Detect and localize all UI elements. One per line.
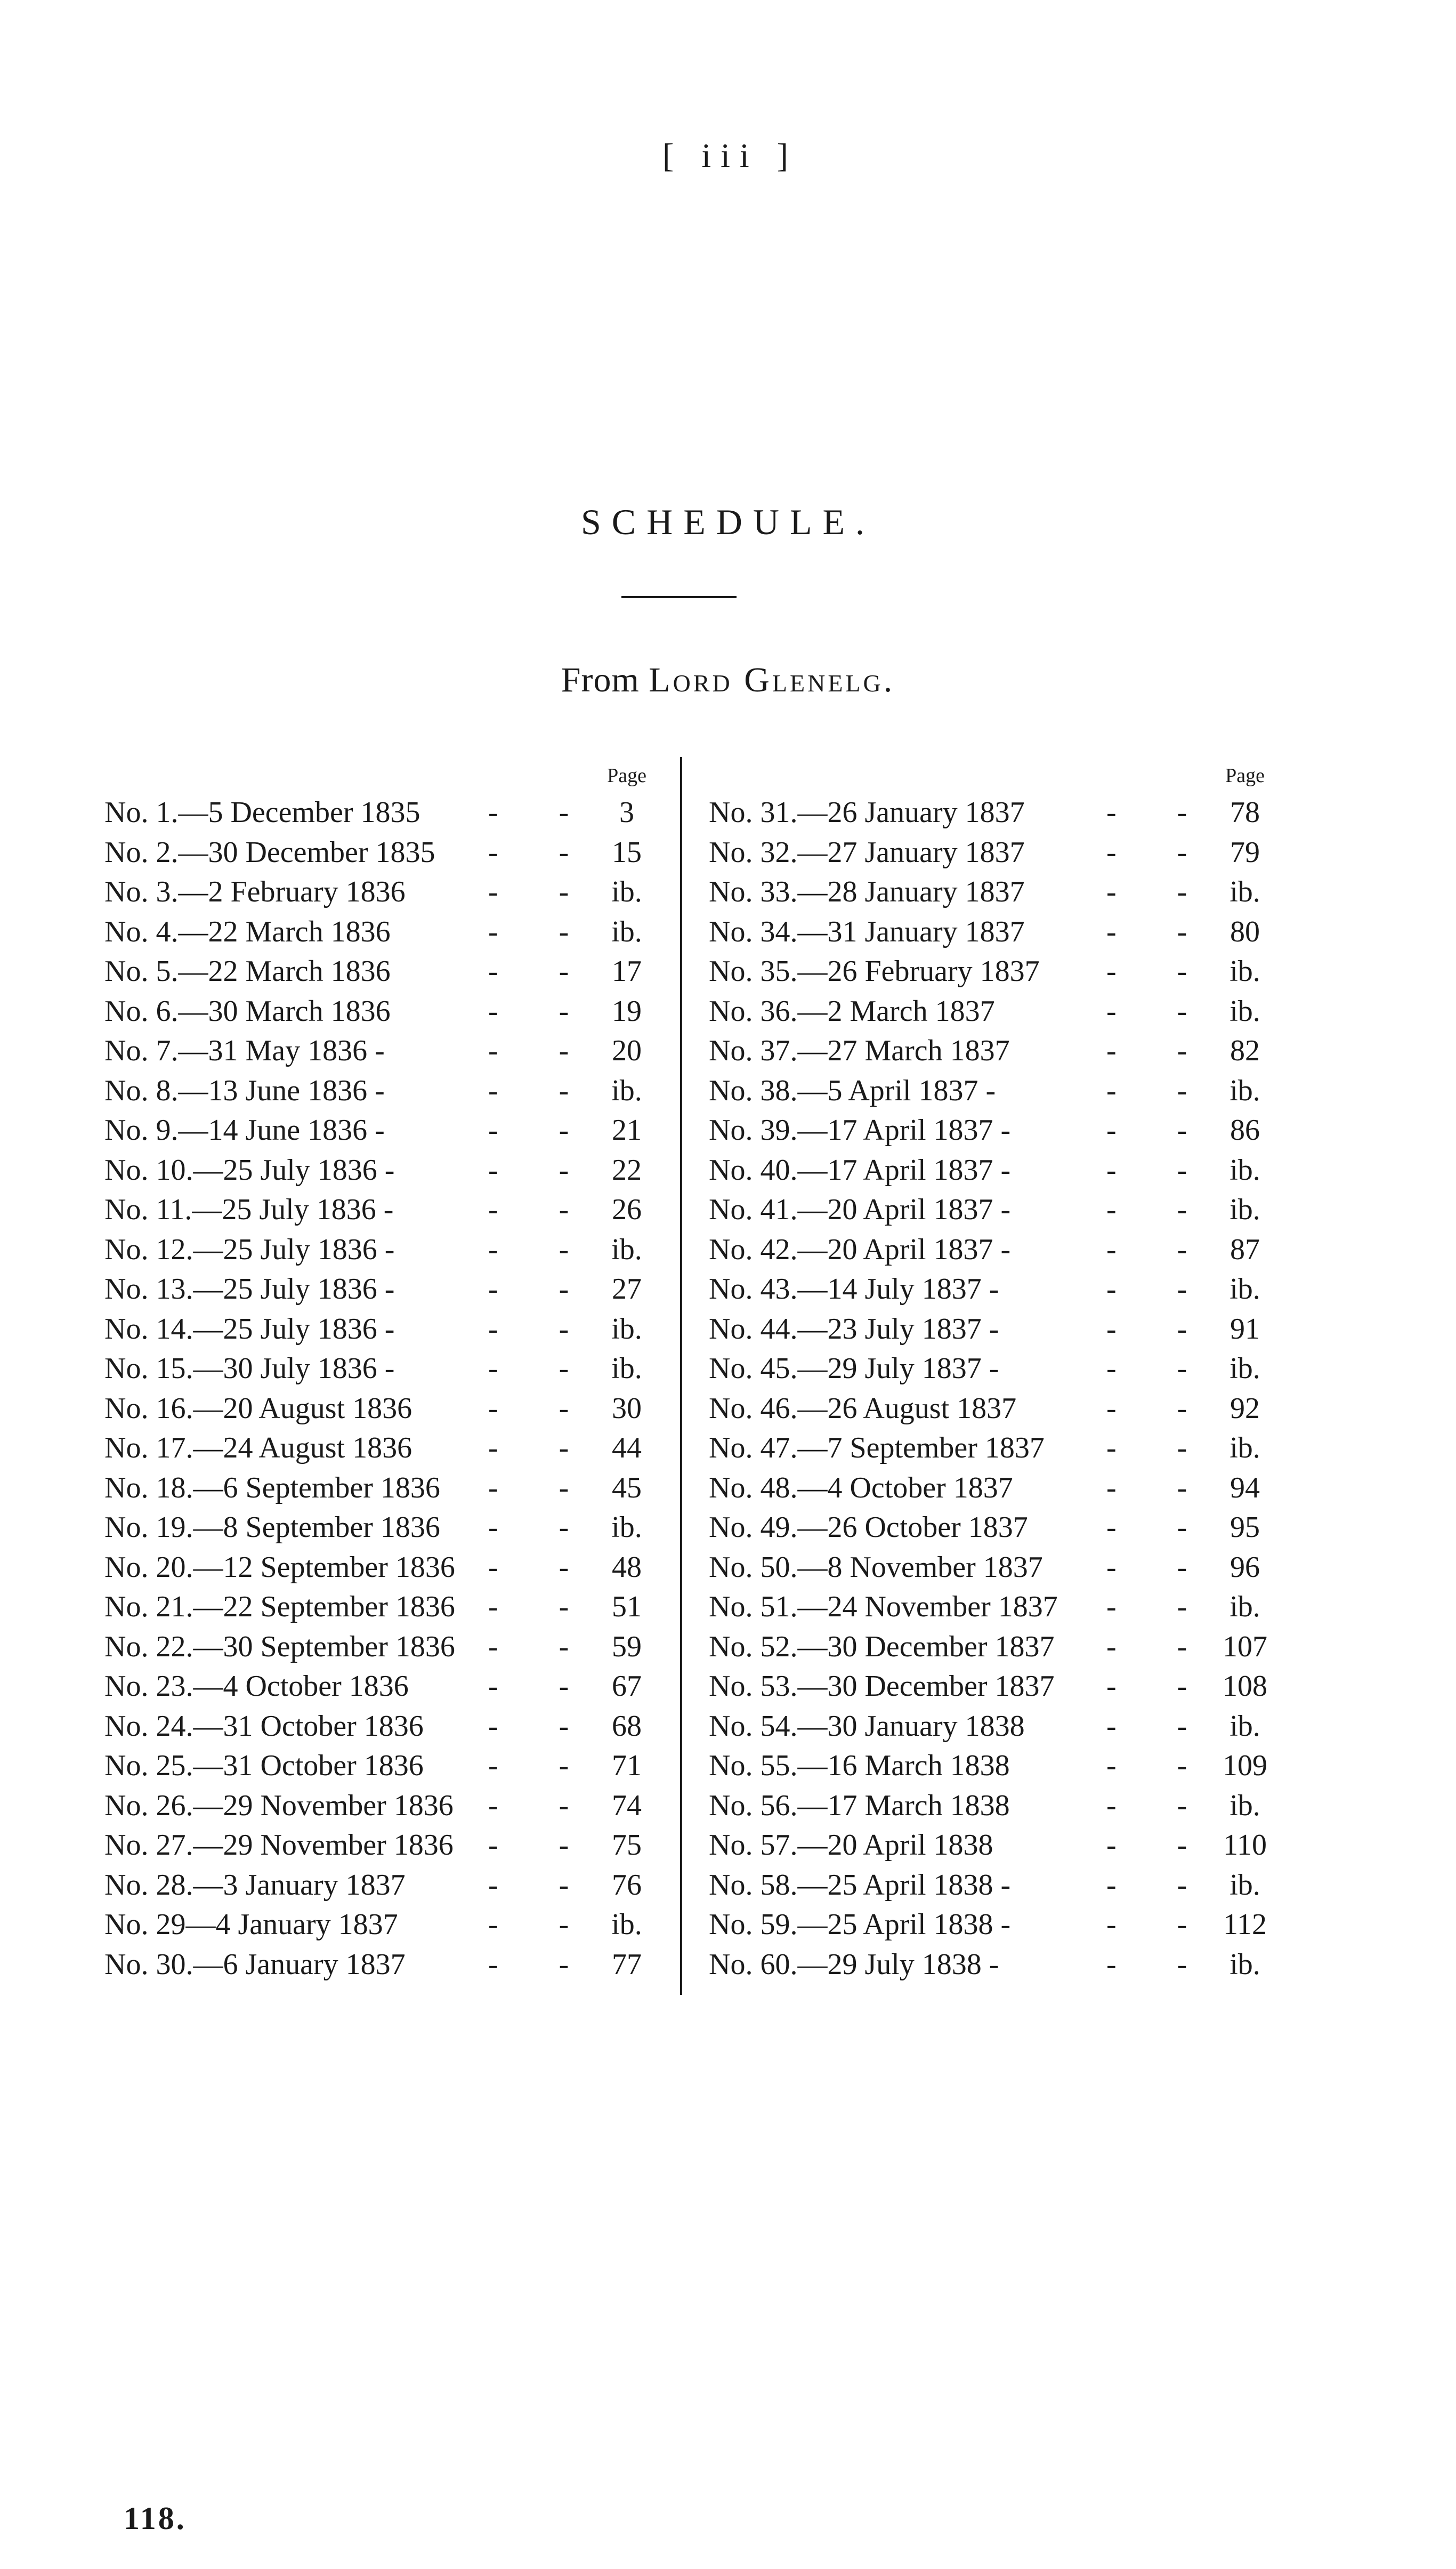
- leader-dashes: - -: [488, 835, 596, 869]
- entry-label: No. 48.—4 October 1837: [709, 1471, 1013, 1504]
- schedule-entry: [709, 1428, 1282, 1468]
- leader-dashes: - -: [488, 1590, 596, 1623]
- schedule-entry: [709, 1071, 1282, 1111]
- page-title: SCHEDULE.: [580, 502, 876, 542]
- entry-label: No. 52.—30 December 1837: [709, 1630, 1055, 1663]
- leader-dashes: - -: [1106, 1550, 1214, 1584]
- entry-label: No. 44.—23 July 1837 -: [709, 1312, 999, 1346]
- schedule-entry: [709, 1666, 1282, 1706]
- entry-label: No. 60.—29 July 1838 -: [709, 1947, 999, 1981]
- schedule-entry: [104, 1190, 664, 1230]
- entry-page: ib.: [611, 1074, 642, 1107]
- schedule-entry: [709, 1031, 1282, 1071]
- leader-dashes: - -: [488, 1709, 596, 1743]
- leader-dashes: - -: [1106, 1312, 1214, 1346]
- schedule-entry: [709, 833, 1282, 873]
- entry-label: No. 55.—16 March 1838: [709, 1749, 1010, 1782]
- schedule-column-right: [709, 754, 1282, 1984]
- leader-dashes: - -: [1106, 1233, 1214, 1266]
- entry-label: No. 21.—22 September 1836: [104, 1590, 455, 1623]
- entry-label: No. 31.—26 January 1837: [709, 796, 1025, 829]
- leader-dashes: - -: [1106, 1789, 1214, 1822]
- entry-page: 20: [612, 1034, 642, 1067]
- schedule-entry: [709, 872, 1282, 912]
- leader-dashes: - -: [1106, 1074, 1214, 1107]
- entry-label: No. 19.—8 September 1836: [104, 1511, 440, 1544]
- schedule-entry: [104, 1627, 664, 1667]
- entry-label: No. 35.—26 February 1837: [709, 955, 1040, 988]
- leader-dashes: - -: [1106, 1471, 1214, 1504]
- leader-dashes: - -: [1106, 1749, 1214, 1782]
- entry-label: No. 53.—30 December 1837: [709, 1670, 1055, 1703]
- page-column-header: [709, 754, 1282, 793]
- schedule-entry: [104, 1309, 664, 1349]
- entry-label: No. 45.—29 July 1837 -: [709, 1352, 999, 1385]
- leader-dashes: - -: [488, 796, 596, 829]
- page-column-header: [104, 754, 664, 793]
- entry-page: 71: [612, 1749, 642, 1782]
- entry-page: 108: [1223, 1670, 1267, 1703]
- leader-dashes: - -: [488, 994, 596, 1028]
- entry-page: 95: [1230, 1511, 1260, 1544]
- entry-page: ib.: [1229, 1193, 1260, 1226]
- entry-page: ib.: [611, 915, 642, 948]
- leader-dashes: - -: [488, 1391, 596, 1425]
- entry-label: No. 11.—25 July 1836 -: [104, 1193, 394, 1226]
- entry-label: No. 22.—30 September 1836: [104, 1630, 455, 1663]
- leader-dashes: - -: [1106, 1630, 1214, 1663]
- entry-page: 76: [612, 1868, 642, 1902]
- entry-page: ib.: [611, 1312, 642, 1346]
- schedule-entry: [709, 992, 1282, 1032]
- schedule-entry: [709, 1945, 1282, 1985]
- entry-page: 26: [612, 1193, 642, 1226]
- entry-page: ib.: [611, 875, 642, 908]
- from-line: [0, 660, 1456, 700]
- schedule-entry: [104, 872, 664, 912]
- schedule-entry: [709, 1746, 1282, 1786]
- schedule-entry: [709, 1190, 1282, 1230]
- leader-dashes: - -: [1106, 1868, 1214, 1902]
- schedule-entry: [104, 912, 664, 952]
- schedule-entry: [104, 1865, 664, 1905]
- leader-dashes: - -: [488, 1352, 596, 1385]
- entry-page: ib.: [611, 1352, 642, 1385]
- entry-page: 109: [1223, 1749, 1267, 1782]
- schedule-entry: [709, 1825, 1282, 1865]
- entry-page: 21: [612, 1114, 642, 1147]
- signature-mark: 118.: [124, 2501, 187, 2536]
- leader-dashes: - -: [488, 1749, 596, 1782]
- entry-page: 27: [612, 1273, 642, 1306]
- leader-dashes: - -: [1106, 1590, 1214, 1623]
- entry-page: ib.: [1229, 994, 1260, 1028]
- entry-page: 30: [612, 1391, 642, 1425]
- schedule-entry: [104, 1666, 664, 1706]
- entry-page: ib.: [1229, 875, 1260, 908]
- leader-dashes: - -: [1106, 1153, 1214, 1187]
- schedule-entry: [104, 1508, 664, 1548]
- leader-dashes: - -: [1106, 1352, 1214, 1385]
- entry-label: No. 28.—3 January 1837: [104, 1868, 406, 1902]
- entry-label: No. 8.—13 June 1836 -: [104, 1074, 385, 1107]
- entry-page: 17: [612, 955, 642, 988]
- schedule-entry: [104, 1587, 664, 1627]
- leader-dashes: - -: [488, 1233, 596, 1266]
- leader-dashes: - -: [488, 1789, 596, 1822]
- entry-page: 77: [612, 1947, 642, 1981]
- entry-page: ib.: [1229, 1947, 1260, 1981]
- leader-dashes: - -: [1106, 1431, 1214, 1464]
- schedule-entry: [104, 1945, 664, 1985]
- entry-page: 67: [612, 1670, 642, 1703]
- entry-label: No. 1.—5 December 1835: [104, 796, 420, 829]
- page-number: [ iii ]: [662, 136, 798, 174]
- leader-dashes: - -: [488, 1114, 596, 1147]
- entry-label: No. 27.—29 November 1836: [104, 1829, 454, 1862]
- schedule-list-right: [709, 793, 1282, 1984]
- entry-label: No. 6.—30 March 1836: [104, 994, 391, 1028]
- leader-dashes: - -: [488, 915, 596, 948]
- entry-label: No. 42.—20 April 1837 -: [709, 1233, 1011, 1266]
- leader-dashes: - -: [488, 1153, 596, 1187]
- entry-label: No. 32.—27 January 1837: [709, 835, 1025, 869]
- title-rule: [621, 596, 737, 598]
- entry-label: No. 12.—25 July 1836 -: [104, 1233, 395, 1266]
- schedule-entry: [104, 1746, 664, 1786]
- entry-page: 78: [1230, 796, 1260, 829]
- entry-page: 19: [612, 994, 642, 1028]
- entry-label: No. 47.—7 September 1837: [709, 1431, 1045, 1464]
- leader-dashes: - -: [1106, 1511, 1214, 1544]
- entry-page: 87: [1230, 1233, 1260, 1266]
- entry-page: 48: [612, 1550, 642, 1584]
- schedule-entry: [709, 1349, 1282, 1389]
- entry-page: ib.: [1229, 955, 1260, 988]
- entry-page: 75: [612, 1829, 642, 1862]
- schedule-entry: [104, 1150, 664, 1190]
- leader-dashes: - -: [488, 1511, 596, 1544]
- entry-label: No. 3.—2 February 1836: [104, 875, 406, 908]
- entry-page: 91: [1230, 1312, 1260, 1346]
- schedule-entry: [709, 1110, 1282, 1150]
- entry-page: 79: [1230, 835, 1260, 869]
- leader-dashes: - -: [488, 1431, 596, 1464]
- leader-dashes: - -: [1106, 915, 1214, 948]
- entry-page: ib.: [1229, 1709, 1260, 1743]
- schedule-entry: [104, 833, 664, 873]
- entry-page: ib.: [611, 1908, 642, 1941]
- leader-dashes: - -: [488, 1312, 596, 1346]
- entry-page: 45: [612, 1471, 642, 1504]
- entry-label: No. 49.—26 October 1837: [709, 1511, 1028, 1544]
- leader-dashes: - -: [1106, 1391, 1214, 1425]
- schedule-entry: [709, 1230, 1282, 1270]
- entry-label: No. 43.—14 July 1837 -: [709, 1273, 999, 1306]
- schedule-entry: [709, 952, 1282, 992]
- entry-page: 92: [1230, 1391, 1260, 1425]
- entry-page: 68: [612, 1709, 642, 1743]
- schedule-entry: [709, 1587, 1282, 1627]
- entry-label: No. 39.—17 April 1837 -: [709, 1114, 1011, 1147]
- schedule-entry: [104, 1905, 664, 1945]
- entry-label: No. 13.—25 July 1836 -: [104, 1273, 395, 1306]
- entry-page: ib.: [1229, 1153, 1260, 1187]
- schedule-entry: [104, 952, 664, 992]
- leader-dashes: - -: [488, 1868, 596, 1902]
- entry-page: 80: [1230, 915, 1260, 948]
- leader-dashes: - -: [488, 1908, 596, 1941]
- entry-label: No. 14.—25 July 1836 -: [104, 1312, 395, 1346]
- entry-page: ib.: [1229, 1868, 1260, 1902]
- entry-page: ib.: [1229, 1431, 1260, 1464]
- entry-label: No. 59.—25 April 1838 -: [709, 1908, 1011, 1941]
- schedule-entry: [104, 1071, 664, 1111]
- leader-dashes: - -: [1106, 1193, 1214, 1226]
- schedule-entry: [709, 1706, 1282, 1746]
- schedule-entry: [104, 1349, 664, 1389]
- entry-label: No. 56.—17 March 1838: [709, 1789, 1010, 1822]
- entry-label: No. 51.—24 November 1837: [709, 1590, 1058, 1623]
- entry-label: No. 5.—22 March 1836: [104, 955, 391, 988]
- leader-dashes: - -: [488, 875, 596, 908]
- from-name: Lord Glenelg.: [649, 661, 895, 699]
- leader-dashes: - -: [488, 1670, 596, 1703]
- leader-dashes: - -: [488, 1829, 596, 1862]
- entry-label: No. 38.—5 April 1837 -: [709, 1074, 996, 1107]
- entry-label: No. 40.—17 April 1837 -: [709, 1153, 1011, 1187]
- entry-page: ib.: [611, 1233, 642, 1266]
- entry-label: No. 2.—30 December 1835: [104, 835, 435, 869]
- entry-page: ib.: [611, 1511, 642, 1544]
- leader-dashes: - -: [1106, 1908, 1214, 1941]
- schedule-entry: [709, 1865, 1282, 1905]
- entry-label: No. 15.—30 July 1836 -: [104, 1352, 395, 1385]
- schedule-entry: [709, 1468, 1282, 1508]
- schedule-entry: [709, 1508, 1282, 1548]
- entry-label: No. 24.—31 October 1836: [104, 1709, 424, 1743]
- schedule-entry: [709, 1389, 1282, 1429]
- entry-page: ib.: [1229, 1074, 1260, 1107]
- leader-dashes: - -: [1106, 835, 1214, 869]
- entry-page: 3: [619, 796, 634, 829]
- entry-label: No. 54.—30 January 1838: [709, 1709, 1025, 1743]
- entry-page: 110: [1223, 1829, 1267, 1862]
- entry-label: No. 34.—31 January 1837: [709, 915, 1025, 948]
- entry-page: ib.: [1229, 1352, 1260, 1385]
- entry-label: No. 7.—31 May 1836 -: [104, 1034, 385, 1067]
- leader-dashes: - -: [1106, 1709, 1214, 1743]
- schedule-entry: [709, 1309, 1282, 1349]
- column-divider: [680, 757, 682, 1995]
- entry-label: No. 41.—20 April 1837 -: [709, 1193, 1011, 1226]
- from-prefix: From: [561, 661, 640, 699]
- leader-dashes: - -: [488, 1074, 596, 1107]
- schedule-entry: [709, 793, 1282, 833]
- leader-dashes: - -: [488, 955, 596, 988]
- schedule-entry: [709, 1269, 1282, 1309]
- schedule-entry: [709, 1548, 1282, 1588]
- leader-dashes: - -: [1106, 994, 1214, 1028]
- schedule-entry: [104, 1389, 664, 1429]
- schedule-entry: [104, 1230, 664, 1270]
- schedule-list-left: [104, 793, 664, 1984]
- entry-page: 96: [1230, 1550, 1260, 1584]
- entry-label: No. 9.—14 June 1836 -: [104, 1114, 385, 1147]
- entry-label: No. 10.—25 July 1836 -: [104, 1153, 395, 1187]
- schedule-entry: [104, 1825, 664, 1865]
- entry-page: 86: [1230, 1114, 1260, 1147]
- leader-dashes: - -: [488, 1273, 596, 1306]
- entry-page: 82: [1230, 1034, 1260, 1067]
- entry-label: No. 17.—24 August 1836: [104, 1431, 412, 1464]
- leader-dashes: - -: [1106, 1829, 1214, 1862]
- entry-page: 107: [1223, 1630, 1267, 1663]
- schedule-column-left: [104, 754, 664, 1984]
- schedule-entry: [709, 1150, 1282, 1190]
- entry-label: No. 29—4 January 1837: [104, 1908, 398, 1941]
- entry-page: 74: [612, 1789, 642, 1822]
- entry-label: No. 23.—4 October 1836: [104, 1670, 409, 1703]
- entry-page: ib.: [1229, 1590, 1260, 1623]
- entry-page: 112: [1223, 1908, 1267, 1941]
- entry-page: ib.: [1229, 1789, 1260, 1822]
- entry-page: 15: [612, 835, 642, 869]
- entry-label: No. 33.—28 January 1837: [709, 875, 1025, 908]
- entry-label: No. 4.—22 March 1836: [104, 915, 391, 948]
- schedule-entry: [709, 912, 1282, 952]
- leader-dashes: - -: [1106, 1273, 1214, 1306]
- leader-dashes: - -: [1106, 1114, 1214, 1147]
- schedule-entry: [104, 1269, 664, 1309]
- schedule-entry: [104, 1786, 664, 1826]
- leader-dashes: - -: [488, 1193, 596, 1226]
- page-header-label: Page: [1225, 764, 1265, 787]
- schedule-entry: [104, 1110, 664, 1150]
- schedule-entry: [104, 1031, 664, 1071]
- leader-dashes: - -: [488, 1550, 596, 1584]
- leader-dashes: - -: [1106, 1034, 1214, 1067]
- leader-dashes: - -: [488, 1630, 596, 1663]
- entry-page: 44: [612, 1431, 642, 1464]
- schedule-entry: [104, 1428, 664, 1468]
- schedule-entry: [104, 1706, 664, 1746]
- schedule-entry: [709, 1905, 1282, 1945]
- schedule-entry: [104, 992, 664, 1032]
- page-header-label: Page: [607, 764, 646, 787]
- entry-label: No. 36.—2 March 1837: [709, 994, 995, 1028]
- leader-dashes: - -: [1106, 875, 1214, 908]
- leader-dashes: - -: [488, 1471, 596, 1504]
- entry-label: No. 30.—6 January 1837: [104, 1947, 406, 1981]
- schedule-entry: [104, 1468, 664, 1508]
- schedule-entry: [709, 1786, 1282, 1826]
- leader-dashes: - -: [1106, 796, 1214, 829]
- entry-label: No. 57.—20 April 1838: [709, 1829, 993, 1862]
- entry-label: No. 20.—12 September 1836: [104, 1550, 455, 1584]
- entry-page: ib.: [1229, 1273, 1260, 1306]
- entry-page: 94: [1230, 1471, 1260, 1504]
- schedule-entry: [104, 1548, 664, 1588]
- schedule-entry: [104, 793, 664, 833]
- entry-page: 22: [612, 1153, 642, 1187]
- leader-dashes: - -: [488, 1034, 596, 1067]
- leader-dashes: - -: [1106, 955, 1214, 988]
- entry-label: No. 16.—20 August 1836: [104, 1391, 412, 1425]
- entry-label: No. 58.—25 April 1838 -: [709, 1868, 1011, 1902]
- schedule-entry: [709, 1627, 1282, 1667]
- leader-dashes: - -: [1106, 1947, 1214, 1981]
- entry-label: No. 18.—6 September 1836: [104, 1471, 440, 1504]
- entry-page: 59: [612, 1630, 642, 1663]
- leader-dashes: - -: [488, 1947, 596, 1981]
- entry-label: No. 26.—29 November 1836: [104, 1789, 454, 1822]
- leader-dashes: - -: [1106, 1670, 1214, 1703]
- entry-label: No. 46.—26 August 1837: [709, 1391, 1017, 1425]
- entry-label: No. 50.—8 November 1837: [709, 1550, 1043, 1584]
- entry-label: No. 37.—27 March 1837: [709, 1034, 1010, 1067]
- entry-label: No. 25.—31 October 1836: [104, 1749, 424, 1782]
- entry-page: 51: [612, 1590, 642, 1623]
